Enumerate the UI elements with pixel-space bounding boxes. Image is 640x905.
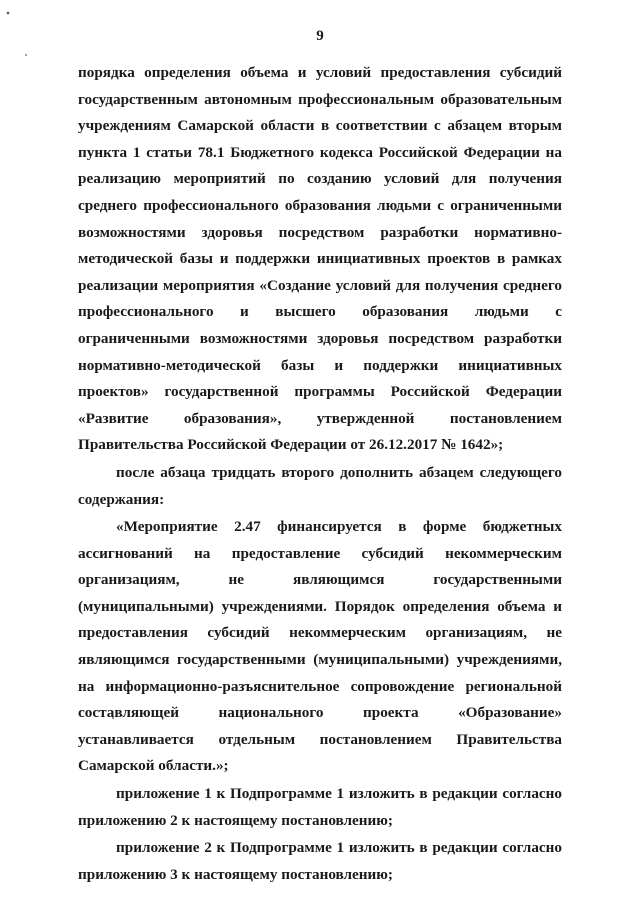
paragraph-4: приложение 1 к Подпрограмме 1 изложить в редакции согласно приложению 2 к настоящему постановлению; bbox=[78, 785, 562, 829]
paragraph-2: после абзаца тридцать второго дополнить абзацем следующего содержания: bbox=[78, 463, 562, 508]
document-body bbox=[78, 60, 562, 888]
paragraph-1: порядка определения объема и условий предоставления субсидий государственным автономным профессиональным образовательным учреждениям Самарской области в соответствии с абзацем вторым пункта 1 статьи 78.1 Бюджетного кодекса Российской Федерации на реализацию мероприятий по созданию условий для получения среднего профессионального образования людьми с ограниченными возможностями здоровья посредством разработки нормативно-методической базы и поддержки инициативных проектов в рамках реализации мероприятия «Создание условий для получения среднего профессионального и высшего образования людьми с ограниченными возможностями здоровья посредством разработки нормативно-методической базы и поддержки инициативных проектов» государственной программы Российской Федерации «Развитие образования», утвержденной постановлением Правительства Российской Федерации от 26.12.2017 № 1642»; bbox=[78, 64, 562, 454]
page-number: 9 bbox=[316, 28, 324, 44]
paragraph-3: «Мероприятие 2.47 финансируется в форме бюджетных ассигнований на предоставление субсидий некоммерческим организациям, не являющимся государственными (муниципальными) учреждениями. Порядок определения объема и предоставления субсидий некоммерческим организациям, не являющимся государственными (муниципальными) учреждениями, на информационно-разъяснительное сопровождение региональной составляющей национального проекта «Образование» устанавливается отдельным постановлением Правительства Самарской области.»; bbox=[78, 518, 562, 775]
paragraph-5: приложение 2 к Подпрограмме 1 изложить в редакции согласно приложению 3 к настоящему постановлению; bbox=[78, 839, 562, 883]
